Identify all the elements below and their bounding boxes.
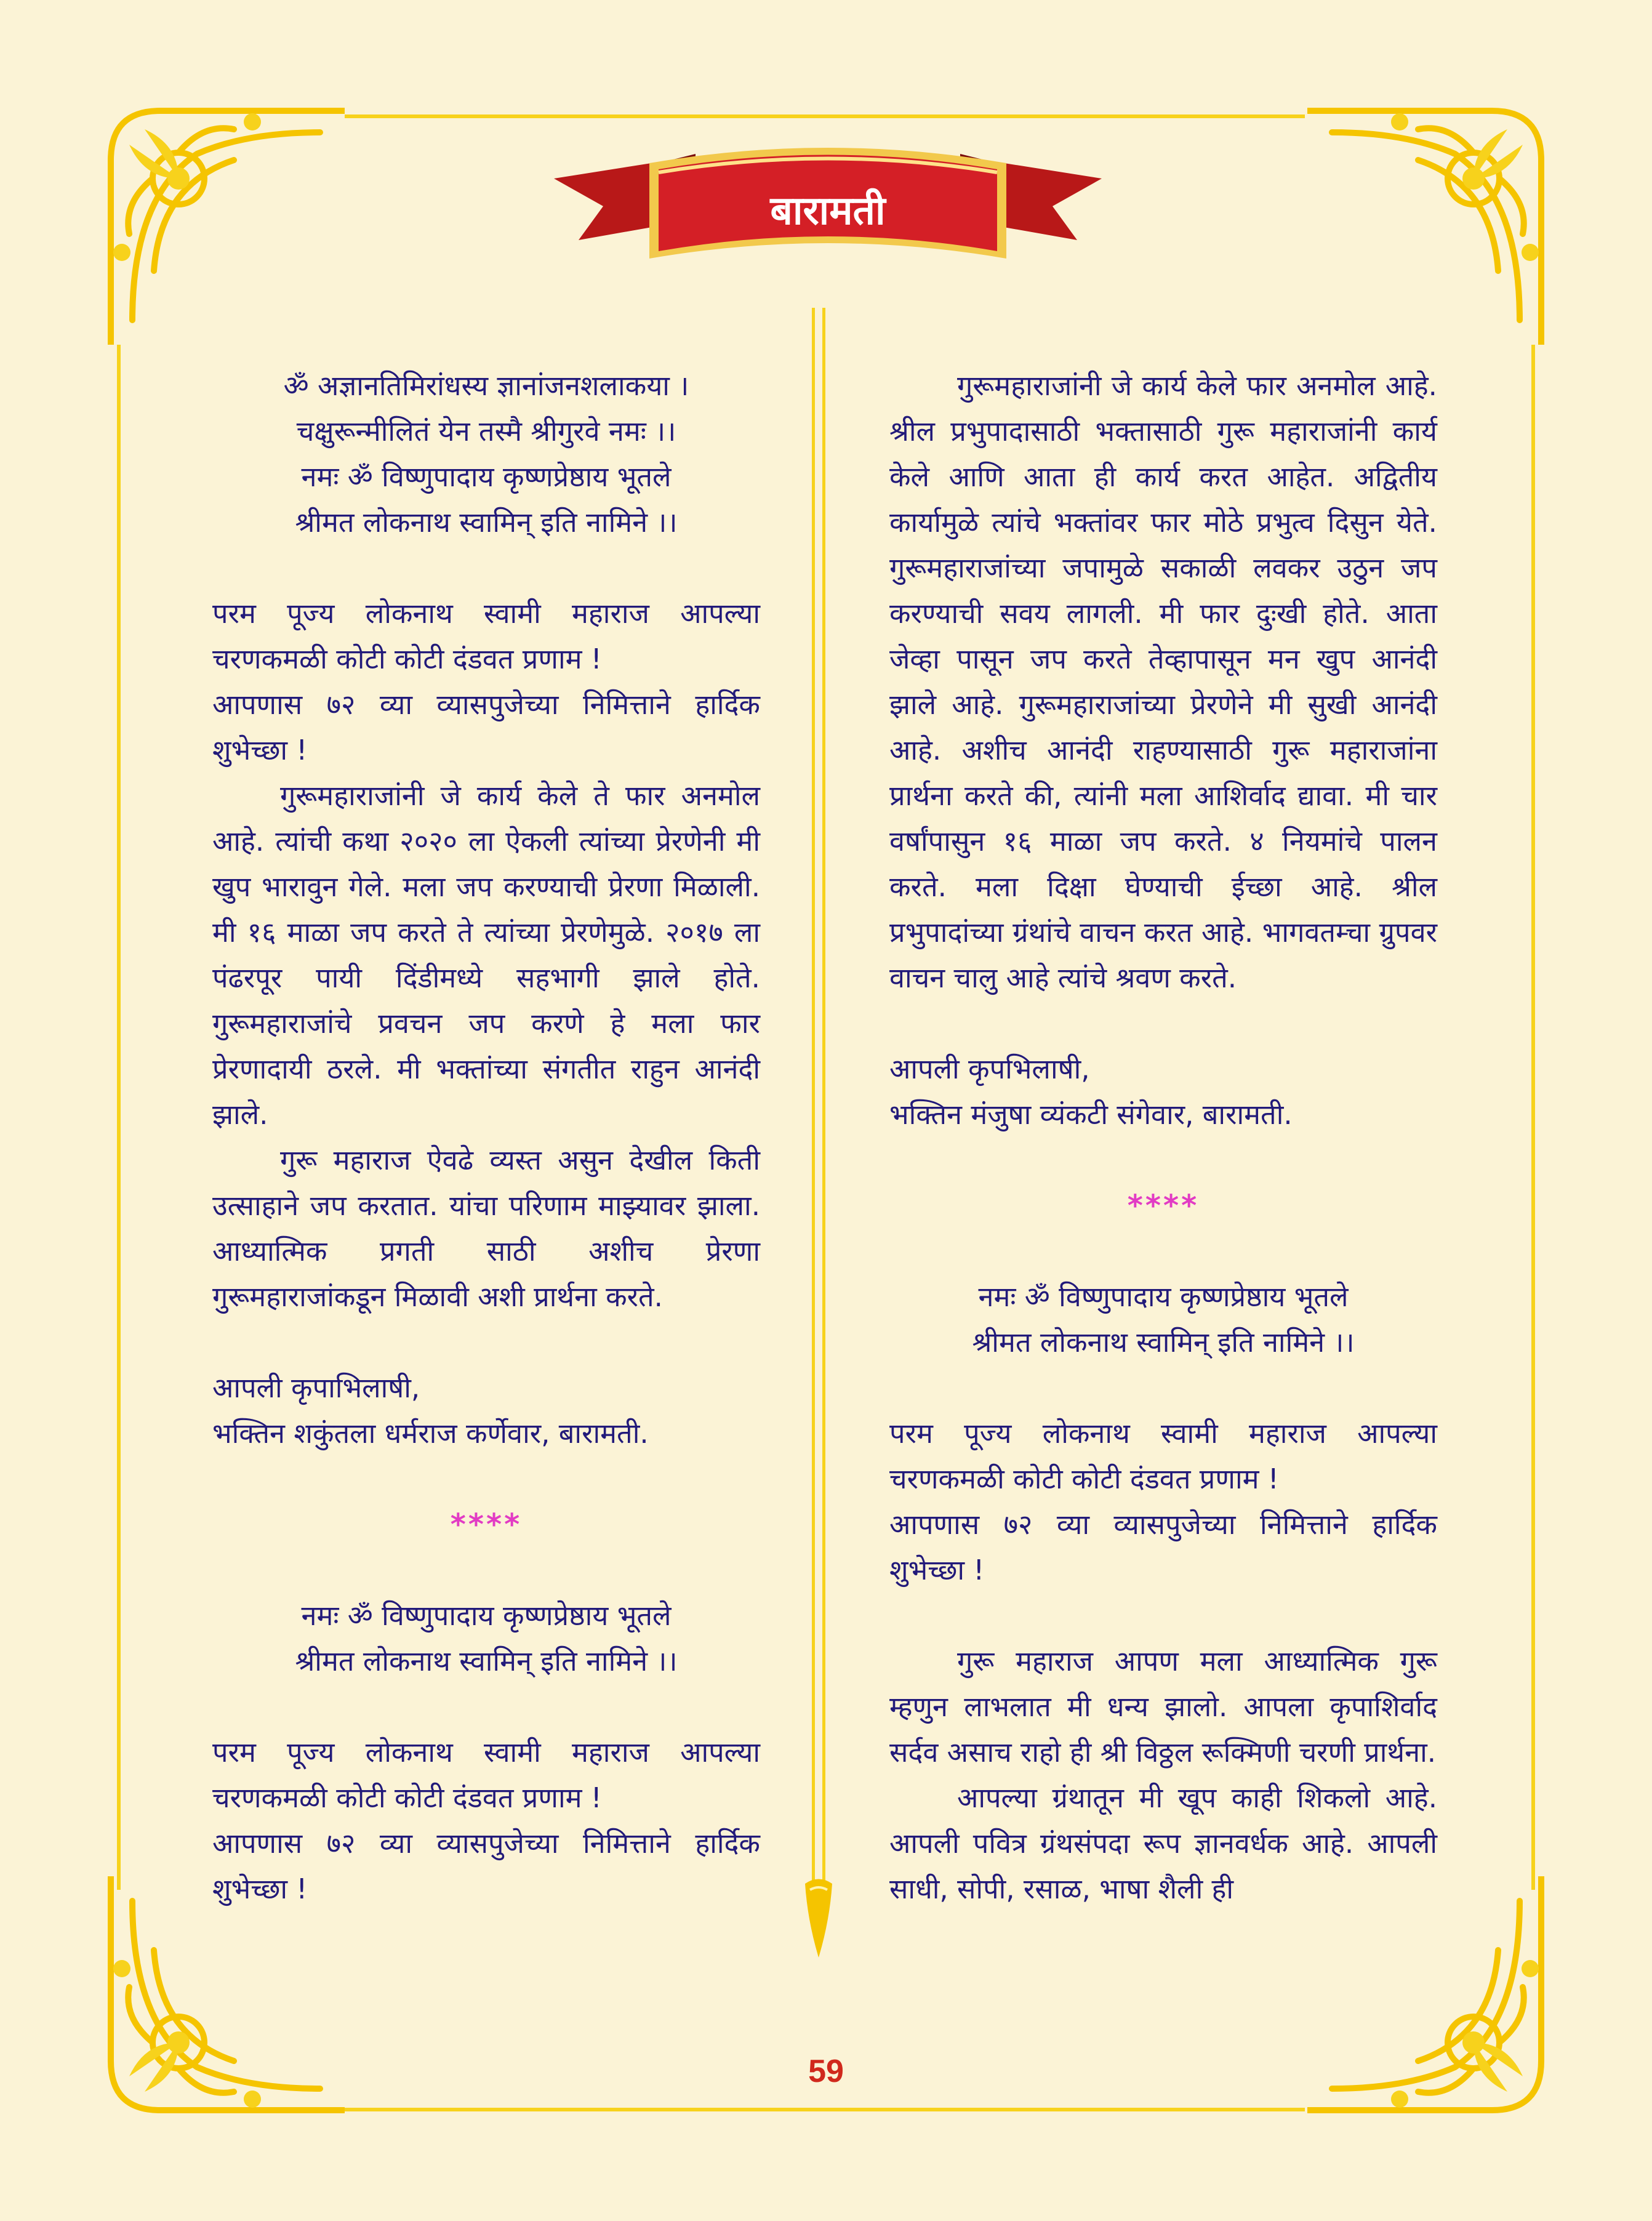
body-paragraph: गुरू महाराज आपण मला आध्यात्मिक गुरू म्हणुन लाभलात मी धन्य झालो. आपला कृपाशिर्वाद सर्दव असाच राहो ही श्री विठ्ठल रूक्मिणी चरणी प्रार्थना. <box>889 1645 1437 1769</box>
greeting-paragraph: परम पूज्य लोकनाथ स्वामी महाराज आपल्या चरणकमळी कोटी कोटी दंडवत प्रणाम ! <box>889 1417 1437 1495</box>
signature-line: आपली कृपाभिलाषी, <box>212 1372 420 1404</box>
page-title: बारामती <box>770 188 886 234</box>
title-banner <box>554 135 1102 277</box>
left-column <box>212 363 760 1912</box>
corner-ornament-icon <box>86 1876 345 2135</box>
body-paragraph: गुरू महाराज ऐवढे व्यस्त असुन देखील किती उत्साहाने जप करतात. यांचा परिणाम माझ्यावर झाला. आध्यात्मिक प्रगती साठी अशीच प्रेरणा गुरूमहाराजांकडून मिळावी अशी प्रार्थना करते. <box>212 1144 760 1313</box>
greeting-paragraph: आपणास ७२ व्या व्यासपुजेच्या निमित्ताने हार्दिक शुभेच्छा ! <box>889 1508 1437 1586</box>
invocation-line: ॐ अज्ञानतिमिरांधस्य ज्ञानांजनशलाकया । <box>283 369 689 402</box>
corner-ornament-icon <box>1307 86 1566 345</box>
separator-stars: **** <box>1127 1189 1200 1223</box>
greeting-paragraph: परम पूज्य लोकनाथ स्वामी महाराज आपल्या चरणकमळी कोटी कोटी दंडवत प्रणाम ! <box>212 597 760 675</box>
invocation-line: नमः ॐ विष्णुपादाय कृष्णप्रेष्ठाय भूतले <box>978 1280 1349 1313</box>
right-column <box>889 363 1437 1912</box>
invocation-line: नमः ॐ विष्णुपादाय कृष्णप्रेष्ठाय भूतले <box>301 460 672 493</box>
column-divider <box>800 308 837 1958</box>
invocation-line: श्रीमत लोकनाथ स्वामिन् इति नामिने ।। <box>295 506 678 539</box>
body-paragraph: गुरूमहाराजांनी जे कार्य केले ते फार अनमोल आहे. त्यांची कथा २०२० ला ऐकली त्यांच्या प्रेरणेनी मी खुप भारावुन गेले. मला जप करण्याची प्रेरणा मिळाली. मी १६ माळा जप करते ते त्यांच्या प्रेरणेमुळे. २०१७ ला पंढरपूर पायी दिंडीमध्ये सहभागी झाले होते. गुरूमहाराजांचे प्रवचन जप करणे हे मला फार प्रेरणादायी ठरले. मी भक्तांच्या संगतीत राहुन आनंदी झाले. <box>212 779 760 1131</box>
frame-right-line <box>1531 345 1535 1890</box>
signature-line: भक्तिन शकुंतला धर्मराज कर्णेवार, बारामती. <box>212 1417 649 1450</box>
frame-left-line <box>117 345 121 1890</box>
greeting-paragraph: आपणास ७२ व्या व्यासपुजेच्या निमित्ताने हार्दिक शुभेच्छा ! <box>212 1827 760 1905</box>
body-paragraph: आपल्या ग्रंथातून मी खूप काही शिकलो आहे. आपली पवित्र ग्रंथसंपदा रूप ज्ञानवर्धक आहे. आपली साधी, सोपी, रसाळ, भाषा शैली ही <box>889 1781 1437 1905</box>
body-paragraph: गुरूमहाराजांनी जे कार्य केले फार अनमोल आहे. श्रील प्रभुपादासाठी भक्तासाठी गुरू महाराजांनी कार्य केले आणि आता ही कार्य करत आहेत. अद्वितीय कार्यामुळे त्यांचे भक्तांवर फार मोठे प्रभुत्व दिसुन येते. गुरूमहाराजांच्या जपामुळे सकाळी लवकर उठुन जप करण्याची सवय लागली. मी फार दुःखी होते. आता जेव्हा पासून जप करते तेव्हापासून मन खुप आनंदी झाले आहे. गुरूमहाराजांच्या प्रेरणेने मी सुखी आनंदी आहे. अशीच आनंदी राहण्यासाठी गुरू महाराजांना प्रार्थना करते की, त्यांनी मला आशिर्वाद द्यावा. मी चार वर्षांपासुन १६ माळा जप करते. ४ नियमांचे पालन करते. मला दिक्षा घेण्याची ईच्छा आहे. श्रील प्रभुपादांच्या ग्रंथांचे वाचन करत आहे. भागवतम्चा ग्रुपवर वाचन चालु आहे त्यांचे श्रवण करते. <box>889 369 1437 994</box>
invocation-line: श्रीमत लोकनाथ स्वामिन् इति नामिने ।। <box>295 1645 678 1677</box>
greeting-paragraph: आपणास ७२ व्या व्यासपुजेच्या निमित्ताने हार्दिक शुभेच्छा ! <box>212 688 760 766</box>
corner-ornament-icon <box>1307 1876 1566 2135</box>
signature-line: भक्तिन मंजुषा व्यंकटी संगेवार, बारामती. <box>889 1098 1293 1131</box>
frame-bottom-line <box>345 2108 1305 2111</box>
signature-line: आपली कृपभिलाषी, <box>889 1053 1090 1085</box>
page-number: 59 <box>808 2054 844 2089</box>
invocation-line: श्रीमत लोकनाथ स्वामिन् इति नामिने ।। <box>972 1326 1355 1359</box>
frame-top-line <box>345 114 1305 118</box>
invocation-line: नमः ॐ विष्णुपादाय कृष्णप्रेष्ठाय भूतले <box>301 1599 672 1632</box>
greeting-paragraph: परम पूज्य लोकनाथ स्वामी महाराज आपल्या चरणकमळी कोटी कोटी दंडवत प्रणाम ! <box>212 1736 760 1814</box>
corner-ornament-icon <box>86 86 345 345</box>
invocation-line: चक्षुरून्मीलितं येन तस्मै श्रीगुरवे नमः ।। <box>296 415 676 448</box>
separator-stars: **** <box>450 1508 523 1542</box>
